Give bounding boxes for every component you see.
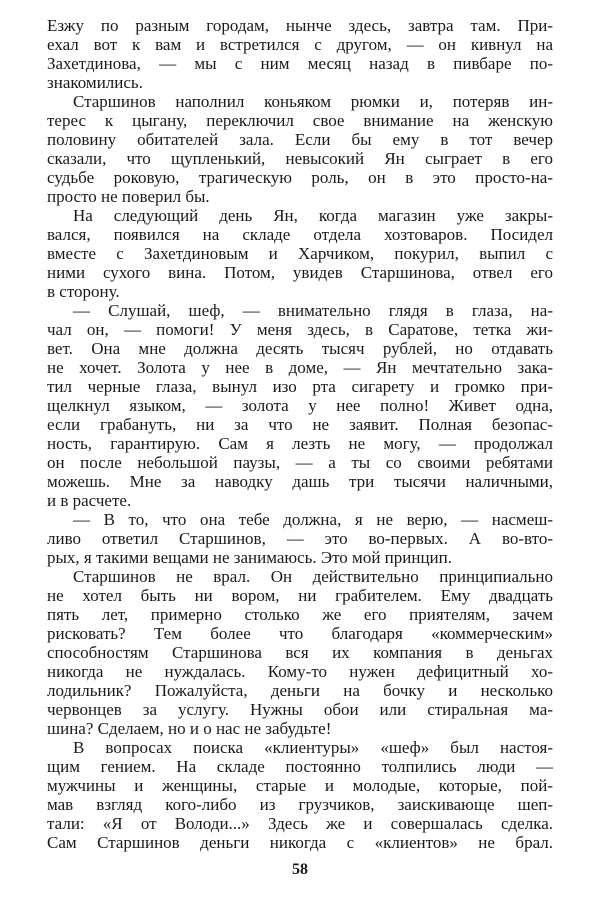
text-line: сказали, что щупленький, невысокий Ян сыграет в его [47,149,553,168]
text-line: просто не поверил бы. [47,187,210,206]
text-line: знакомились. [47,73,143,92]
text-line: половину обитателей зала. Если бы ему в тот вечер [47,130,553,149]
text-line: в сторону. [47,282,120,301]
text-line: рых, я такими вещами не занимаюсь. Это мой принцип. [47,548,453,567]
text-line: терес к цыгану, переключил свое внимание на женскую [47,111,553,130]
text-line: ними сухого вина. Потом, увидев Старшинова, отвел его [47,263,553,282]
text-line: Старшинов не врал. Он действительно принципиально [73,567,553,586]
text-line: он после небольшой паузы, — а ты со своими ребятами [47,453,553,472]
text-line: не хочет. Золота у нее в доме, — Ян мечтательно зака- [47,358,553,377]
text-line: шина? Сделаем, но и о нас не забудьте! [47,719,332,738]
text-line: Сам Старшинов деньги никогда с «клиентов» не брал. [47,833,553,852]
text-line: рисковать? Тем более что благодаря «коммерческим» [47,624,553,643]
text-line: и в расчете. [47,491,132,510]
text-line: ехал вот к вам и встретился с другом, — он кивнул на [47,35,553,54]
text-line: На следующий день Ян, когда магазин уже закры- [73,206,553,225]
text-line: червонцев за услугу. Нужны обои или стиральная ма- [47,700,553,719]
text-line: Езжу по разным городам, нынче здесь, завтра там. При- [47,16,553,35]
text-line: Старшинов наполнил коньяком рюмки и, потеряв ин- [73,92,553,111]
paragraph [47,567,553,738]
paragraph [47,738,553,852]
text-line: — Слушай, шеф, — внимательно глядя в глаза, на- [73,301,553,320]
text-line: В вопросах поиска «клиентуры» «шеф» был настоя- [73,738,553,757]
paragraph [47,16,553,92]
text-line: не хотел быть ни вором, ни грабителем. Ему двадцать [47,586,553,605]
text-line: вет. Она мне должна десять тысяч рублей, но отдавать [47,339,553,358]
text-line: тил черные глаза, вынул изо рта сигарету и громко при- [47,377,553,396]
paragraph [47,92,553,206]
text-line: щелкнул языком, — золота у нее полно! Живет одна, [47,396,553,415]
text-line: щим гением. На складе постоянно толпились люди — [47,757,553,776]
text-line: — В то, что она тебе должна, я не верю, — насмеш- [73,510,553,529]
text-line: можешь. Мне за наводку дашь три тысячи наличными, [47,472,553,491]
text-line: лодильник? Пожалуйста, деньги на бочку и несколько [47,681,553,700]
text-line: чал он, — помоги! У меня здесь, в Саратове, тетка жи- [47,320,553,339]
text-line: вместе с Захетдиновым и Харчиком, покурил, выпил с [47,244,553,263]
text-line: судьбе роковую, трагическую роль, он в это просто-на- [47,168,553,187]
text-line: никогда не нуждалась. Кому-то нужен дефицитный хо- [47,662,553,681]
text-line: способностям Старшинова вся их компания в деньгах [47,643,553,662]
text-line: если грабануть, ни за что не заявит. Полная безопас- [47,415,553,434]
text-line: ность, гарантирую. Сам я лезть не могу, — продолжал [47,434,553,453]
text-line: вался, появился на складе отдела хозтоваров. Посидел [47,225,553,244]
text-line: пять лет, примерно столько же его приятелям, зачем [47,605,553,624]
text-line: ливо ответил Старшинов, — это во-первых. А во-вто- [47,529,553,548]
paragraph [47,510,553,567]
text-line: мав взгляд кого-либо из грузчиков, заискивающе шеп- [47,795,553,814]
book-page-text [47,16,553,852]
page-number: 58 [292,861,308,878]
text-line: тали: «Я от Володи...» Здесь же и совершалась сделка. [47,814,553,833]
paragraph [47,301,553,510]
paragraph [47,206,553,301]
text-line: Захетдинова, — мы с ним месяц назад в пивбаре по- [47,54,553,73]
text-line: мужчины и женщины, старые и молодые, которые, пой- [47,776,553,795]
